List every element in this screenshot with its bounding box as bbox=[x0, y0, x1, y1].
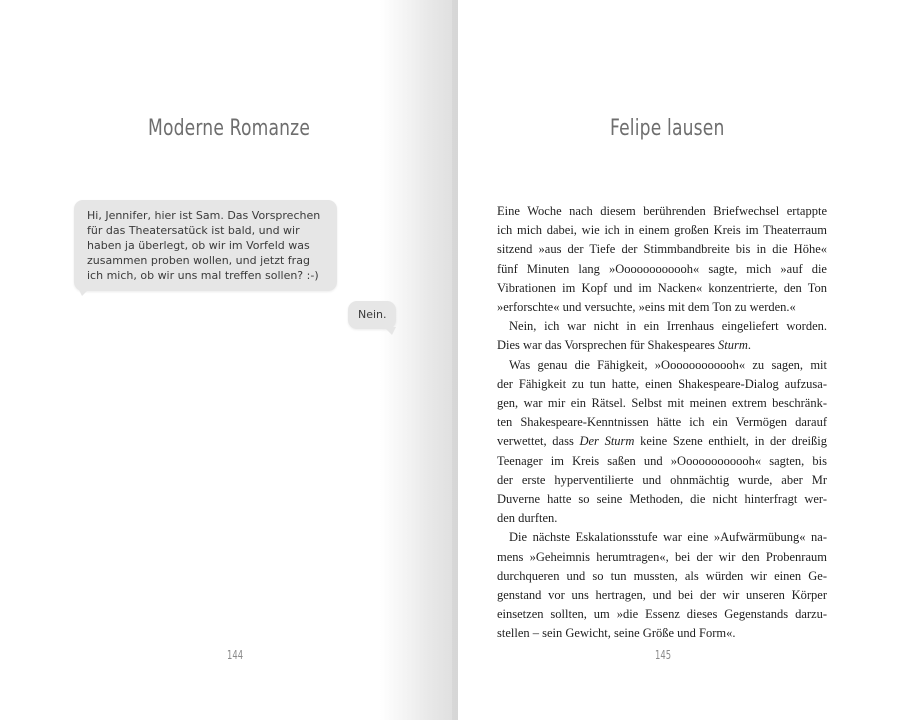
message-line: ich mich, ob wir uns mal treffen sollen? :-) bbox=[87, 269, 319, 282]
text-line bbox=[497, 336, 827, 355]
text-line: ten Shakespeare-Kenntnissen hätte ich ein Vermögen darauf bbox=[497, 415, 827, 430]
page-number-right: 145 bbox=[655, 648, 672, 662]
text-line: Eine Woche nach diesem berührenden Briefwechsel ertappte bbox=[497, 204, 827, 218]
text-line: Was genau die Fähigkeit, »Oooooooooooh« zu sagen, mit bbox=[509, 357, 827, 372]
text-line: ich mich dabei, wie ich in einem großen Kreis im Theaterraum bbox=[497, 223, 827, 238]
italic-title: Der Sturm bbox=[579, 434, 635, 449]
text-line bbox=[497, 432, 827, 451]
paragraph-4 bbox=[497, 528, 827, 643]
text-run: keine Szene enthielt, in der dreißig bbox=[634, 434, 827, 449]
text-line: gen, war mir ein Rätsel. Selbst mit meinen extrem beschränk- bbox=[497, 396, 827, 411]
text-line: den durften. bbox=[497, 511, 558, 526]
text-line: durchqueren und so tun mussten, als würden wir einen Ge- bbox=[497, 568, 827, 583]
text-line: »erforschte« und versuchte, »eins mit dem Ton zu werden.« bbox=[497, 300, 796, 315]
text-run: verwettet, dass bbox=[497, 434, 580, 449]
chapter-title-left: Moderne Romanze bbox=[148, 116, 311, 141]
chapter-title-right: Felipe lausen bbox=[610, 116, 725, 141]
text-line: Teenager im Kreis saßen und »Oooooooooooh« sagten, bis bbox=[497, 453, 827, 468]
message-line: haben ja überlegt, ob wir im Vorfeld was bbox=[87, 239, 310, 252]
text-line: der erste hyperventilierte und ohnmächtig wurde, aber Mr bbox=[497, 472, 827, 487]
text-line: stellen – sein Gewicht, seine Größe und Form«. bbox=[497, 626, 736, 641]
text-line: mens »Geheimnis herumtragen«, bei der wir den Probenraum bbox=[497, 549, 827, 564]
text-line: Vibrationen im Kopf und im Nacken« konzentrierte, den Ton bbox=[497, 280, 827, 295]
text-line: Die nächste Eskalationsstufe war eine »Aufwärmübung« na- bbox=[509, 530, 827, 545]
message-line: für das Theatersatück ist bald, und wir bbox=[87, 224, 300, 237]
body-text bbox=[497, 202, 827, 644]
message-line: Hi, Jennifer, hier ist Sam. Das Vorsprechen bbox=[87, 209, 321, 222]
incoming-message-bubble bbox=[74, 200, 337, 291]
text-line: Nein, ich war nicht in ein Irrenhaus eingeliefert worden. bbox=[509, 319, 827, 334]
text-line: genstand vor uns hertragen, und bei der wir unseren Körper bbox=[497, 588, 827, 603]
text-run: Dies war das Vorsprechen für Shakespeares bbox=[497, 338, 718, 353]
text-run: . bbox=[747, 338, 751, 353]
page-number-left: 144 bbox=[227, 648, 244, 662]
paragraph-1 bbox=[497, 202, 827, 317]
text-line: der Fähigkeit zu tun hatte, einen Shakespeare-Dialog aufzusa- bbox=[497, 376, 827, 391]
outgoing-message-bubble: Nein. bbox=[348, 301, 396, 329]
message-line: zusammen proben wollen, und jetzt frag bbox=[87, 254, 310, 267]
outgoing-bubble-tail bbox=[384, 327, 396, 335]
text-line: fünf Minuten lang »Oooooooooooh« sagte, mich »auf die bbox=[497, 261, 827, 276]
paragraph-2 bbox=[497, 317, 827, 355]
italic-title: Sturm bbox=[718, 338, 748, 353]
text-line: Duverne hatte so seine Methoden, die nicht hinterfragt wer- bbox=[497, 492, 827, 507]
text-line: einsetzen sollten, um »die Essenz dieses Gegenstands darzu- bbox=[497, 607, 827, 622]
incoming-bubble-tail bbox=[78, 288, 90, 296]
paragraph-3 bbox=[497, 356, 827, 529]
text-line: sitzend »aus der Tiefe der Stimmbandbreite bis in die Höhe« bbox=[497, 242, 827, 257]
